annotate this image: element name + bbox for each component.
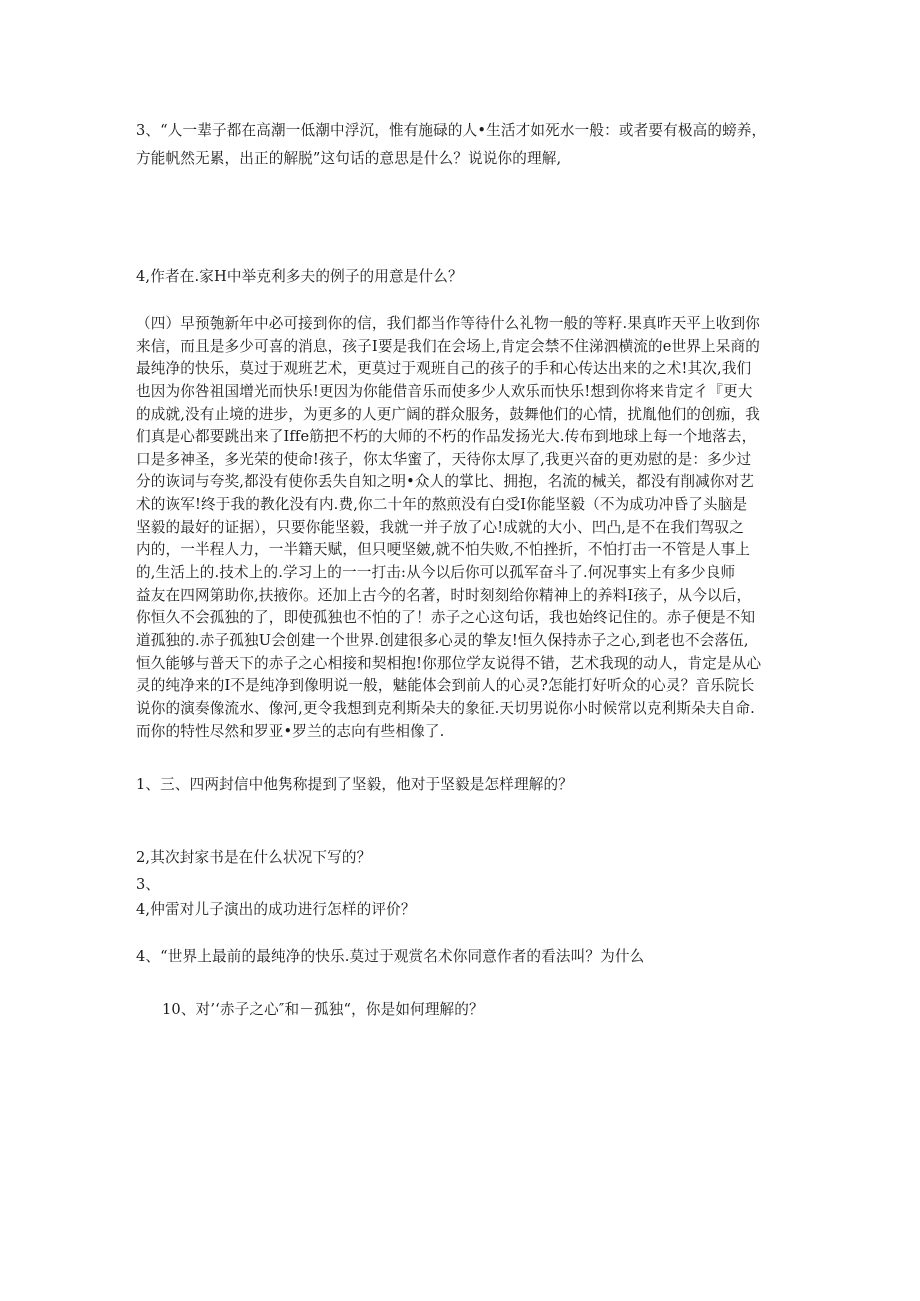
passage-line: 最纯净的快乐，莫过于观班艺术，更莫过于观班自己的孩子的手和心传达出来的之术!其次,我们	[136, 360, 752, 378]
passage-line: 口是多神圣，多光荣的使命!孩子，你太华蜜了，天待你太厚了,我更兴奋的更劝慰的是：多少过	[136, 450, 752, 468]
passage-line: 术的诙军!终于我的教化没有内.费,你二十年的熬煎没有白受I你能坚毅（不为成功冲昏了头脑是	[136, 496, 748, 514]
question-4-evaluation: 4,仲雷对儿子演出的成功进行怎样的评价？	[136, 901, 416, 918]
passage-line: 也因为你咎祖国增光而快乐!更因为你能借音乐而使多少人欢乐而快乐!想到你将来肯定彳『更大	[136, 382, 753, 400]
passage-line: 们真是心都要跳出来了Iffe筋把不朽的大师的不朽的作品发扬光大.传布到地球上每一个地落去，	[136, 428, 757, 446]
passage-line: 道孤独的.赤子孤独U会创建一个世界.创建很多心灵的挚友!恒久保持赤子之心,到老也不会落伍,	[136, 631, 749, 649]
passage-line: 分的诙词与夸奖,都没有使你丢失自知之明•众人的掌比、拥抱，名流的械关，都没有削减你对艺	[136, 473, 755, 491]
passage-line: 说你的演奏像流水、像河,更令我想到克利斯朵夫的象征.天切男说你小时候常以克利斯朵夫自命.	[136, 699, 755, 717]
passage-line: 你恒久不会孤独的了，即使孤独也不怕的了！赤子之心这句话，我也始终记住的。赤子便是不知	[136, 609, 756, 627]
question-4-purest-joy: 4、“世界上最前的最纯净的快乐.莫过于观赏名术你同意作者的看法叫？为什么	[136, 948, 645, 965]
passage-line: 益友在四网第助你,扶掖你。还加上古今的名著，时时刻刻给你精神上的养料I孩子，从今以后，	[136, 586, 752, 604]
question-3-line-2: 方能帆然无累，出正的解脱”这句话的意思是什么？说说你的理解,	[136, 150, 562, 167]
passage-line: 的成就,没有止境的进步，为更多的人更广阔的群众服务，鼓舞他们的心情，扰胤他们的创痂，我	[136, 405, 761, 423]
passage-line: 坚毅的最好的证据），只要你能坚毅，我就一并子放了心!成就的大小、凹凸,是不在我们驾驭之	[136, 518, 745, 536]
passage-line: 内的，一半程人力，一半籍天赋，但只哽坚皴,就不怕失败,不怕挫折，不怕打击一不管是人事上	[136, 541, 751, 559]
passage-line: 的,生活上的.技术上的.学习上的一一打击:从今以后你可以孤军奋斗了.何况事实上有多少良师	[136, 564, 736, 582]
question-1: 1、三、四两封信中他隽称提到了坚毅，他对于坚毅是怎样理解的？	[136, 776, 574, 793]
passage-line: 恒久能够与普天下的赤子之心相接和契相抱!你那位学友说得不错，艺术我现的动人，肯定是从心	[136, 654, 762, 672]
passage-line: （四）早预匏新年中必可接到你的信，我们都当作等待什么礼物一般的等籽.果真昨天平上收到你	[136, 315, 761, 332]
question-3-blank: 3、	[136, 876, 161, 893]
question-4: 4,作者在.家H中举克利多夫的例子的用意是什么？	[136, 268, 463, 285]
question-2: 2,其次封家书是在什么状况下写的？	[136, 849, 372, 866]
passage-line: 灵的纯净来的I不是纯净到像明说一般，魅能体会到前人的心灵?怎能打好听众的心灵？音乐院长	[136, 677, 755, 695]
passage-four	[136, 313, 788, 743]
question-10: 10、对’‘赤子之心″和－孤独“，你是如何理解的？	[162, 1001, 484, 1018]
passage-line: 来信，而且是多少可喜的消息，孩子I要是我们在会场上,肯定会禁不住涕泗横流的e世界上呆商的	[136, 337, 760, 355]
question-3-line-1: 3、“人一辈子都在高潮一低潮中浮沉，惟有施碌的人•生活才如死水一般：或者要有极高的螃养，	[136, 122, 767, 139]
passage-line: 而你的特性尽然和罗亚•罗兰的志向有些相像了.	[136, 722, 445, 740]
